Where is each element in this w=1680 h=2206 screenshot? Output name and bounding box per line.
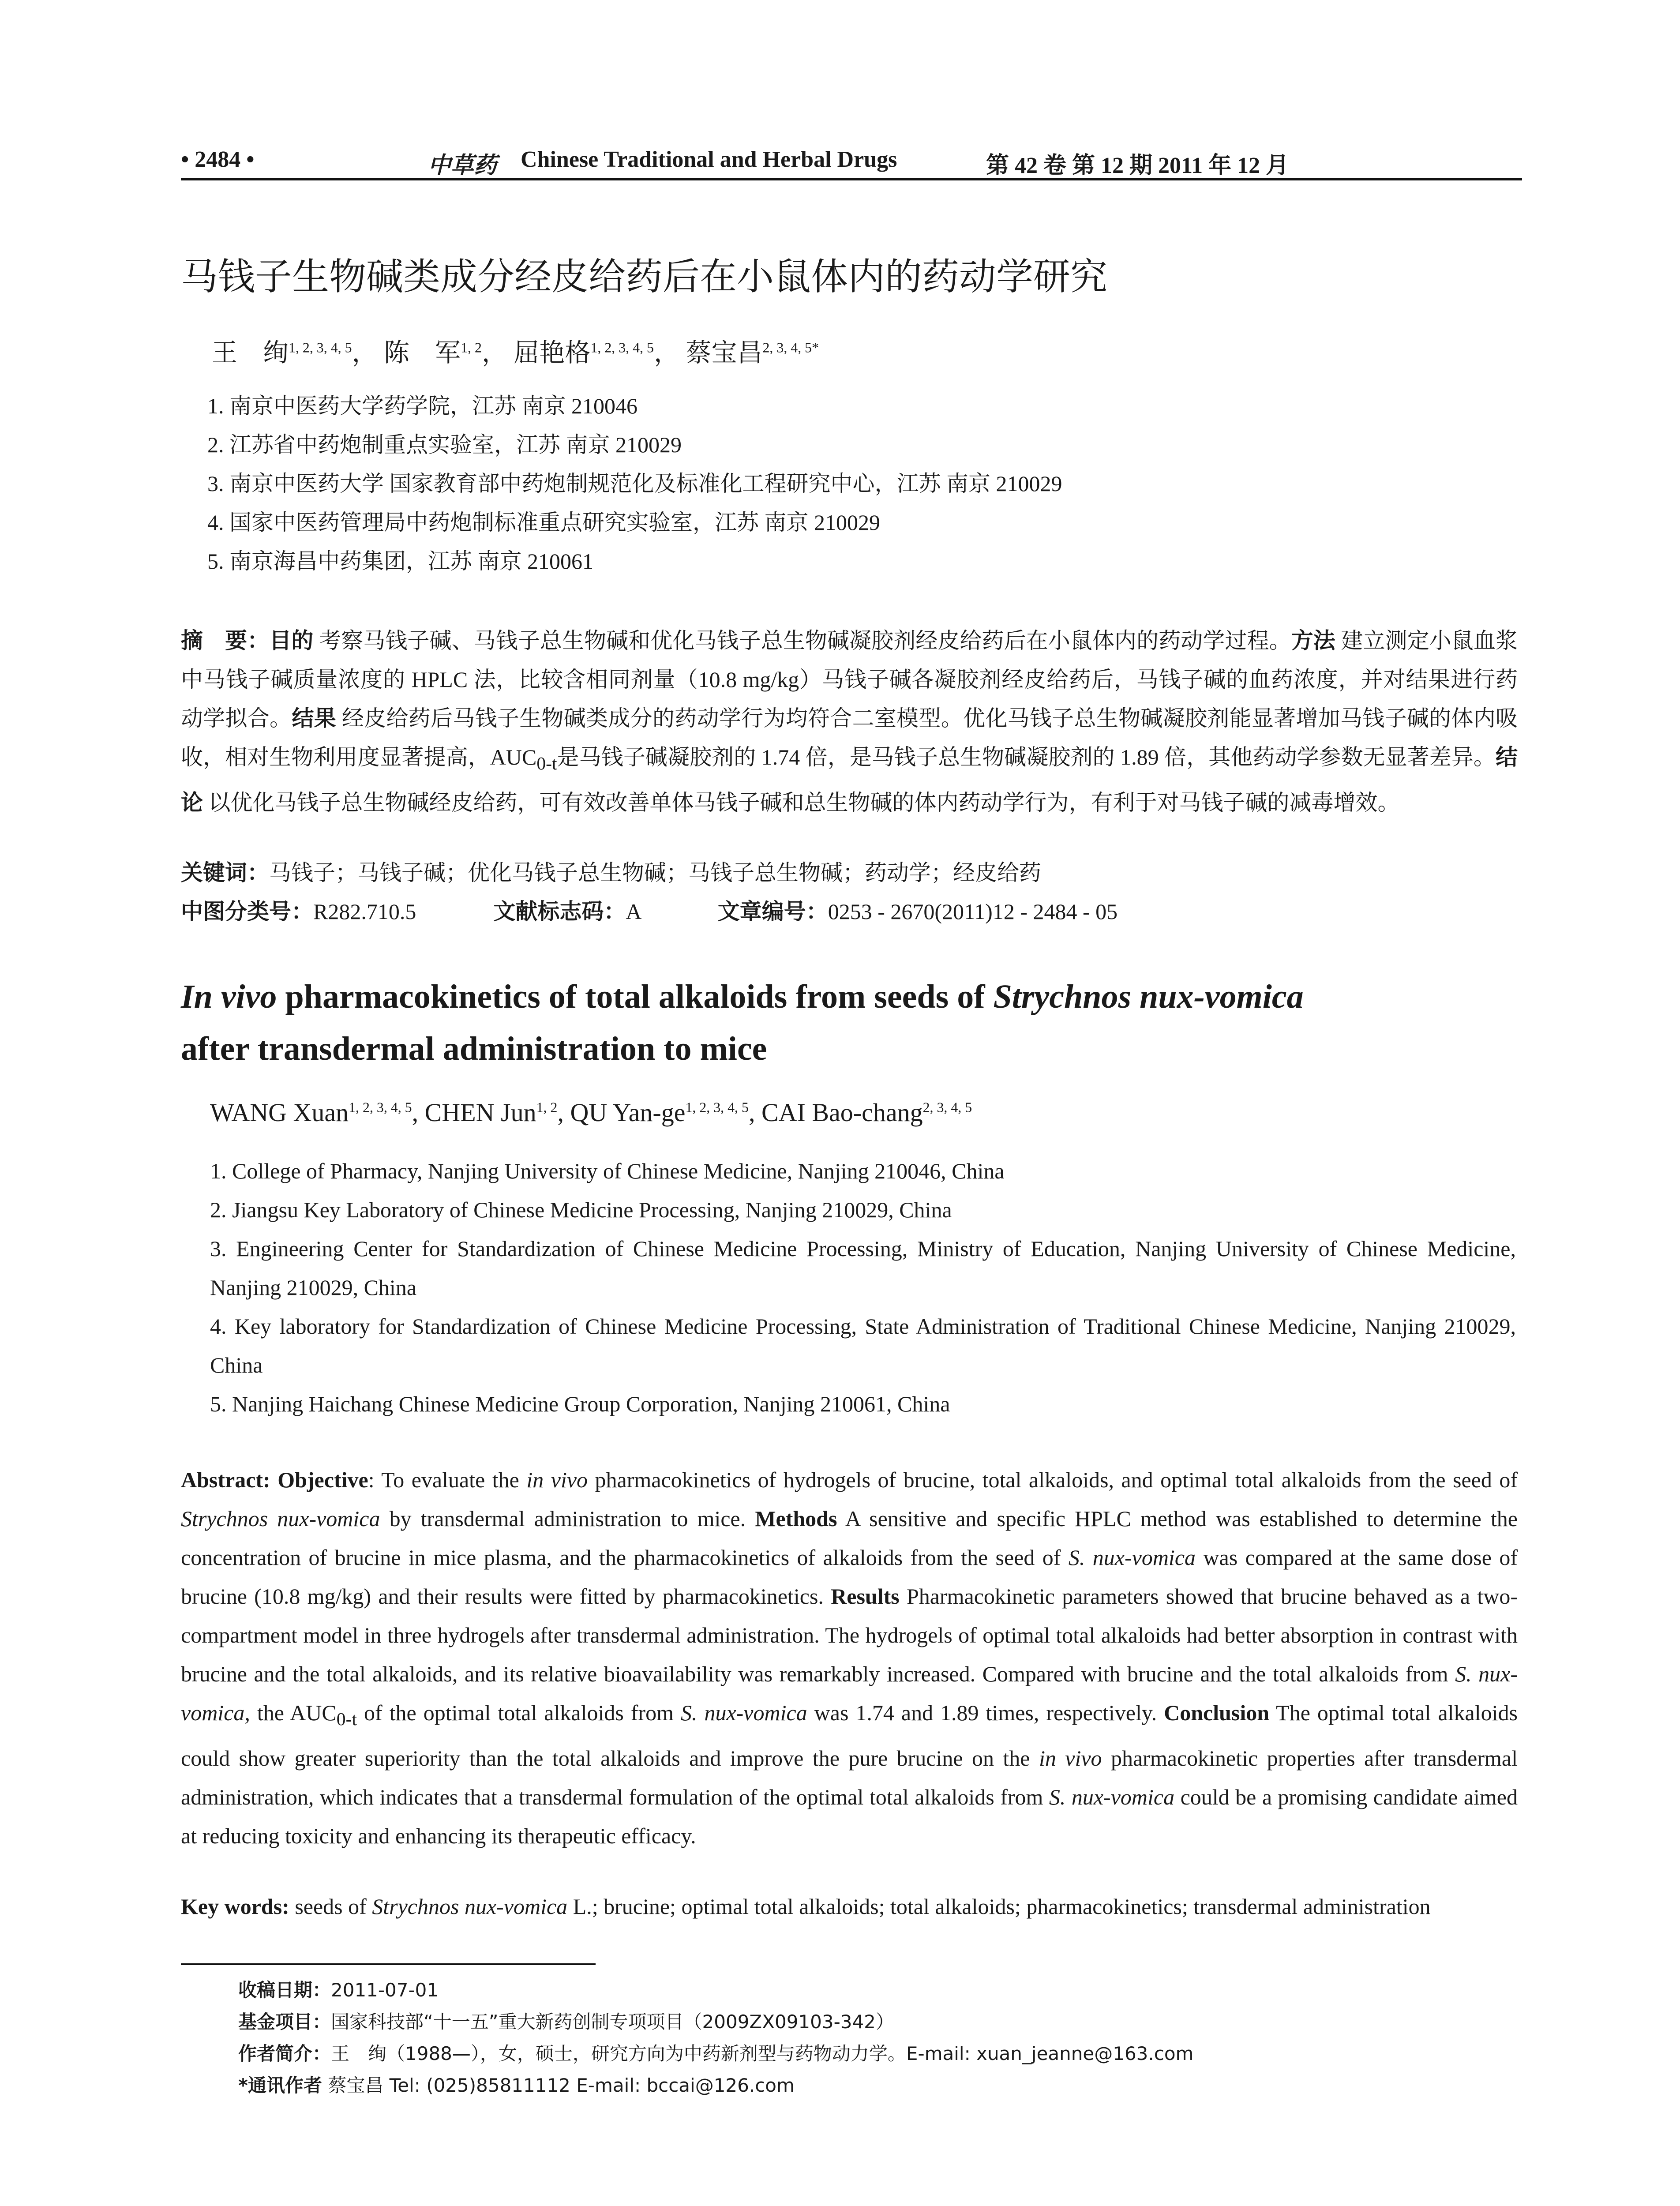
abstract-text: was compared at the same dose of brucine (10.8 mg/kg) and their results were fitted by pharmacokinetics.	[181, 1545, 1518, 1609]
chinese-title: 马钱子生物碱类成分经皮给药后在小鼠体内的药动学研究	[181, 255, 1108, 298]
abstract-text: The optimal total alkaloids could show greater superiority than the total alkaloids and improve the pure brucine on the	[181, 1700, 1518, 1771]
english-keywords	[181, 1894, 1518, 1919]
abstract-text: : To evaluate the	[368, 1467, 527, 1492]
title-species: Strychnos nux-vomica	[993, 978, 1304, 1015]
page-number: • 2484 •	[181, 147, 255, 172]
author-name: WANG Xuan	[210, 1098, 349, 1127]
footnote-correspondence	[238, 2071, 795, 2097]
abstract-text: could be a promising candidate aimed at reducing toxicity and enhancing its therapeutic efficacy.	[181, 1785, 1518, 1848]
doc-code-value: A	[626, 899, 641, 924]
author-affil-sup: 2, 3, 4, 5*	[762, 340, 819, 356]
footnote-label: 作者简介：	[238, 2043, 331, 2064]
conclusion-text: 以优化马钱子总生物碱经皮给药，可有效改善单体马钱子碱和总生物碱的体内药动学行为，有利于对马钱子碱的减毒增效。	[208, 790, 1400, 815]
keywords-label: Key words:	[181, 1894, 289, 1919]
author-name: QU Yan-ge	[570, 1098, 686, 1127]
author-name: 屈艳格	[514, 338, 591, 367]
english-affiliation: 5. Nanjing Haichang Chinese Medicine Group Corporation, Nanjing 210061, China	[210, 1392, 950, 1416]
chinese-keywords	[181, 855, 1041, 887]
chinese-affiliation: 3. 南京中医药大学 国家教育部中药炮制规范化及标准化工程研究中心，江苏 南京 210029	[207, 471, 1062, 496]
chinese-affiliation: 2. 江苏省中药炮制重点实验室，江苏 南京 210029	[207, 432, 682, 457]
keywords-text: seeds of	[289, 1894, 372, 1919]
abstract-italic: S. nux-vomica	[1068, 1545, 1196, 1570]
footnote-received	[238, 1976, 439, 2002]
abstract-text: A sensitive and specific HPLC method was established to determine the concentration of brucine in mice plasma, and the pharmacokinetics of alkaloids from the seed of	[181, 1506, 1518, 1570]
methods-label: 方法	[1291, 628, 1335, 653]
author-affil-sup: 1, 2, 3, 4, 5	[590, 340, 654, 356]
clc-label: 中图分类号：	[181, 899, 313, 924]
abstract-italic: S. nux-vomica	[680, 1700, 807, 1725]
author-name: 陈 军	[384, 338, 461, 367]
english-affiliation: 2. Jiangsu Key Laboratory of Chinese Medicine Processing, Nanjing 210029, China	[210, 1197, 952, 1222]
results-text-cont: 是马钱子碱凝胶剂的 1.74 倍，是马钱子总生物碱凝胶剂的 1.89 倍，其他药动学参数无显著差异。	[557, 745, 1496, 769]
author-affil-sup: 1, 2, 3, 4, 5	[685, 1099, 749, 1115]
abstract-italic: in vivo	[1039, 1746, 1102, 1771]
running-header	[181, 140, 1522, 180]
author-affil-sup: 1, 2, 3, 4, 5	[289, 340, 352, 356]
issue-info: 第 42 卷 第 12 期 2011 年 12 月	[986, 153, 1289, 178]
footnote-text: 2011-07-01	[331, 1979, 439, 2001]
author-affil-sup: 1, 2, 3, 4, 5	[349, 1099, 412, 1115]
english-affiliation: 4. Key laboratory for Standardization of Chinese Medicine Processing, State Administration of Traditional Chinese Medicine, Nanjing 210029, China	[210, 1314, 1516, 1377]
footnote-author-bio	[238, 2039, 1193, 2066]
chinese-abstract	[181, 621, 1518, 822]
abstract-italic: S. nux-vomica	[1049, 1785, 1175, 1809]
article-no-value: 0253 - 2670(2011)12 - 2484 - 05	[828, 899, 1118, 924]
english-abstract	[181, 1460, 1518, 1855]
abstract-text: was 1.74 and 1.89 times, respectively.	[807, 1700, 1164, 1725]
results-label: Results	[831, 1584, 900, 1609]
english-affiliation: 3. Engineering Center for Standardization of Chinese Medicine Processing, Ministry of Education, Nanjing University of Chinese Medicine, Nanjing 210029, China	[210, 1236, 1516, 1300]
clc-value: R282.710.5	[313, 899, 416, 924]
abstract-label: Abstract: Objective	[181, 1467, 368, 1492]
footnote-rule	[181, 1963, 596, 1965]
english-affiliation: 1. College of Pharmacy, Nanjing University of Chinese Medicine, Nanjing 210046, China	[210, 1159, 1005, 1183]
journal-brand-logo: 中草药	[428, 153, 497, 178]
title-italic: In vivo	[181, 978, 277, 1015]
conclusion-label: Conclusion	[1164, 1700, 1270, 1725]
chinese-affiliation: 1. 南京中医药大学药学院，江苏 南京 210046	[207, 394, 638, 418]
footnote-text: 国家科技部“十一五”重大新药创制专项项目（2009ZX09103-342）	[331, 2011, 894, 2033]
keywords-text: 马钱子；马钱子碱；优化马钱子总生物碱；马钱子总生物碱；药动学；经皮给药	[269, 860, 1041, 885]
abstract-text: by transdermal administration to mice.	[380, 1506, 755, 1531]
abstract-text: pharmacokinetic properties after transdermal administration, which indicates that a transdermal formulation of the optimal total alkaloids from	[181, 1746, 1518, 1809]
classification-line	[181, 894, 1118, 926]
abstract-italic: S. nux-vomica	[181, 1662, 1518, 1725]
methods-label: Methods	[755, 1506, 837, 1531]
article-no-label: 文章编号：	[717, 899, 828, 924]
auc-subscript: 0-t	[536, 754, 557, 774]
footnote-funding	[238, 2007, 894, 2034]
abstract-text: pharmacokinetics of hydrogels of brucine, total alkaloids, and optimal total alkaloids from the seed of	[588, 1467, 1518, 1492]
footnote-text: 蔡宝昌 Tel: (025)85811112 E-mail: bccai@126.com	[322, 2075, 795, 2096]
abstract-label: 摘 要：	[181, 628, 270, 653]
methods-text: 建立测定小鼠血浆中马钱子碱质量浓度的 HPLC 法，比较含相同剂量（10.8 mg/kg）马钱子碱各凝胶剂经皮给药后，马钱子碱的血药浓度，并对结果进行药动学拟合。	[181, 628, 1518, 731]
doc-code-label: 文献标志码：	[493, 899, 626, 924]
footnote-label: *通讯作者	[238, 2075, 322, 2096]
abstract-text: , the AUC	[244, 1700, 337, 1725]
author-name: 蔡宝昌	[686, 338, 763, 367]
objective-text: 考察马钱子碱、马钱子总生物碱和优化马钱子总生物碱凝胶剂经皮给药后在小鼠体内的药动学过程。	[319, 628, 1291, 653]
auc-subscript: 0-t	[336, 1709, 357, 1730]
author-affil-sup: 2, 3, 4, 5	[922, 1099, 972, 1115]
footnote-text: 王 绚（1988—），女，硕士，研究方向为中药新剂型与药物动力学。E-mail: xuan_jeanne@163.com	[331, 2043, 1194, 2064]
abstract-text: of the optimal total alkaloids from	[357, 1700, 681, 1725]
english-authors: WANG Xuan$^{1, 2, 3, 4, 5}$, CHEN Jun$^{1, 2}$, QU Yan-ge$^{1, 2, 3, 4, 5}$, CAI Bao-chang$^{2, 3, 4, 5}$	[210, 1098, 972, 1127]
keywords-italic: Strychnos nux-vomica	[372, 1894, 568, 1919]
keywords-label: 关键词：	[181, 860, 269, 885]
author-name: CAI Bao-chang	[761, 1098, 923, 1127]
author-name: 王 绚	[212, 338, 289, 367]
journal-name: Chinese Traditional and Herbal Drugs	[521, 147, 897, 172]
conclusion-label: 结论	[181, 744, 1518, 815]
abstract-text: Pharmacokinetic parameters showed that brucine behaved as a two-compartment model in three hydrogels after transdermal administration. The hydrogels of optimal total alkaloids had better absorption in contrast with brucine and the total alkaloids, and its relative bioavailability was remarkably increased. Compared with brucine and the total alkaloids from	[181, 1584, 1518, 1686]
results-text: 经皮给药后马钱子生物碱类成分的药动学行为均符合二室模型。优化马钱子总生物碱凝胶剂能显著增加马钱子碱的体内吸收，相对生物利用度显著提高，AUC	[181, 706, 1518, 769]
author-affil-sup: 1, 2	[536, 1099, 558, 1115]
abstract-italic: Strychnos nux-vomica	[181, 1506, 380, 1531]
title-text: pharmacokinetics of total alkaloids from seeds of	[277, 978, 994, 1015]
english-title	[181, 971, 1526, 1075]
chinese-authors: 王 绚$^{1, 2, 3, 4, 5}$， 陈 军$^{1, 2}$， 屈艳格$^{1, 2, 3, 4, 5}$， 蔡宝昌$^{2, 3, 4, 5*}$	[212, 338, 819, 367]
results-label: 结果	[292, 705, 337, 731]
footnote-label: 收稿日期：	[238, 1979, 331, 2001]
author-name: CHEN Jun	[424, 1098, 536, 1127]
abstract-italic: in vivo	[526, 1467, 588, 1492]
author-affil-sup: 1, 2	[461, 340, 482, 356]
chinese-affiliation: 5. 南京海昌中药集团，江苏 南京 210061	[207, 549, 593, 574]
chinese-affiliation: 4. 国家中医药管理局中药炮制标准重点研究实验室，江苏 南京 210029	[207, 510, 880, 535]
title-text-line2: after transdermal administration to mice	[181, 1030, 767, 1067]
objective-label: 目的	[269, 628, 314, 653]
keywords-text: L.; brucine; optimal total alkaloids; total alkaloids; pharmacokinetics; transdermal administration	[567, 1894, 1431, 1919]
footnote-label: 基金项目：	[238, 2011, 331, 2033]
